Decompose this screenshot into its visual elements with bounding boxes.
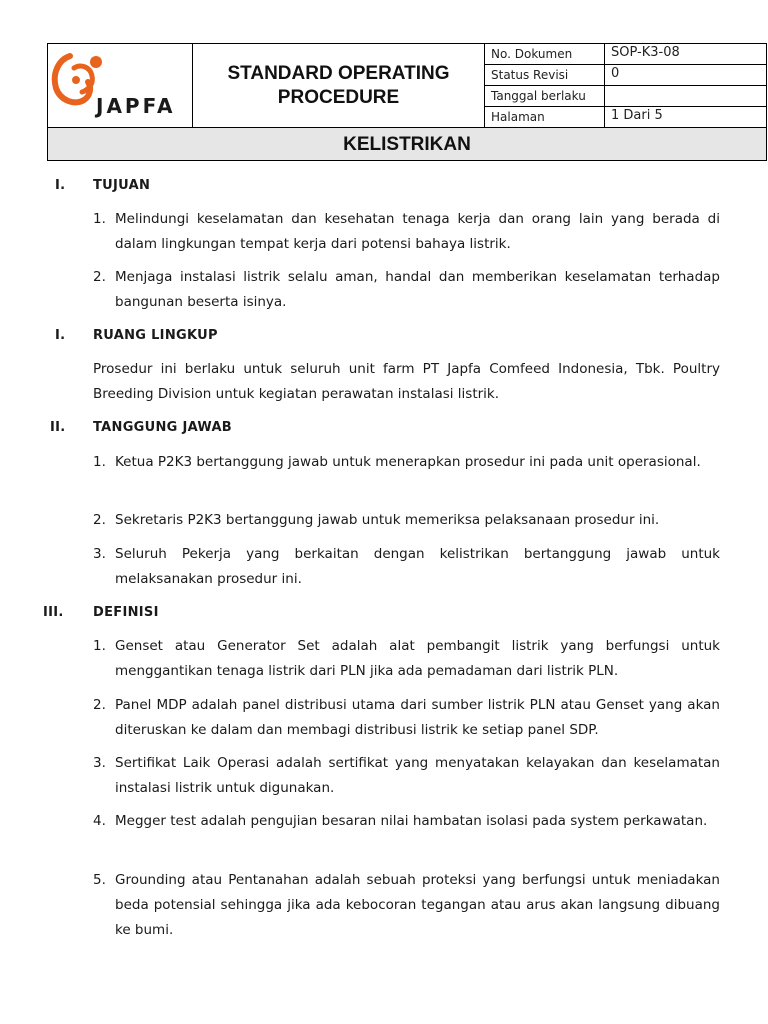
list-number: 5. <box>93 872 106 888</box>
section-number: I. <box>55 328 66 343</box>
list-text: Panel MDP adalah panel distribusi utama dari sumber listrik PLN atau Genset yang akan diteruskan ke dalam dan membagi distribusi listrik ke setiap panel SDP. <box>115 697 720 738</box>
list-text: Ketua P2K3 bertanggung jawab untuk menerapkan prosedur ini pada unit operasional. <box>115 454 701 470</box>
list-item <box>93 751 720 801</box>
meta-row-doc-number <box>485 44 766 65</box>
list-text: Sekretaris P2K3 bertanggung jawab untuk memeriksa pelaksanaan prosedur ini. <box>115 512 660 528</box>
section-number: II. <box>50 420 66 435</box>
list-number: 3. <box>93 546 106 562</box>
meta-row-revision <box>485 65 766 86</box>
meta-value <box>605 86 766 106</box>
meta-row-effective-date <box>485 86 766 107</box>
list-number: 3. <box>93 755 106 771</box>
list-text: Melindungi keselamatan dan kesehatan tenaga kerja dan orang lain yang berada di dalam lingkungan tempat kerja dari potensi bahaya listrik. <box>115 211 720 252</box>
meta-value: 1 Dari 5 <box>611 108 663 123</box>
list-item <box>93 450 720 500</box>
list-item <box>93 693 720 743</box>
list-text: Seluruh Pekerja yang berkaitan dengan kelistrikan bertanggung jawab untuk melaksanakan prosedur ini. <box>115 546 720 587</box>
list-number: 2. <box>93 512 106 528</box>
document-meta-table <box>485 44 766 127</box>
list-text: Grounding atau Pentanahan adalah sebuah proteksi yang berfungsi untuk meniadakan beda potensial sehingga jika ada kebocoran tegangan atau arus akan langsung dibuang ke bumi. <box>115 872 720 938</box>
list-item <box>93 508 720 533</box>
list-text: Megger test adalah pengujian besaran nilai hambatan isolasi pada system perkawatan. <box>115 813 708 829</box>
scope-paragraph: Prosedur ini berlaku untuk seluruh unit farm PT Japfa Comfeed Indonesia, Tbk. Poultry Breeding Division untuk kegiatan perawatan instalasi listrik. <box>93 361 720 402</box>
list-text: Sertifikat Laik Operasi adalah sertifikat yang menyatakan kelayakan dan keselamatan instalasi listrik untuk digunakan. <box>115 755 720 796</box>
list-item <box>93 265 720 315</box>
logo-cell <box>48 44 193 127</box>
list-item <box>93 868 720 943</box>
meta-label: Tanggal berlaku <box>485 86 605 106</box>
list-number: 1. <box>93 454 106 470</box>
title-line-2: PROCEDURE <box>277 86 400 108</box>
section-title: TUJUAN <box>93 178 151 193</box>
list-item <box>93 809 720 859</box>
list-item <box>93 542 720 592</box>
section-title: DEFINISI <box>93 605 159 620</box>
section-number: III. <box>43 605 64 620</box>
brand-name: JAPFA <box>96 94 176 118</box>
list-item <box>93 207 720 257</box>
title-line-1: STANDARD OPERATING <box>227 62 450 84</box>
meta-value: SOP-K3-08 <box>611 45 680 60</box>
meta-label: Status Revisi <box>485 65 605 85</box>
meta-row-page <box>485 107 766 127</box>
list-item <box>93 634 720 684</box>
subject-title: KELISTRIKAN <box>48 127 766 160</box>
list-number: 1. <box>93 211 106 227</box>
list-number: 2. <box>93 697 106 713</box>
document-header <box>47 43 767 161</box>
document-type-title <box>193 44 485 127</box>
list-text: Genset atau Generator Set adalah alat pembangit listrik yang berfungsi untuk menggantikan tenaga listrik dari PLN jika ada pemadaman dari listrik PLN. <box>115 638 720 679</box>
list-number: 4. <box>93 813 106 829</box>
list-number: 1. <box>93 638 106 654</box>
section-title: RUANG LINGKUP <box>93 328 218 343</box>
meta-label: Halaman <box>485 107 605 127</box>
meta-value: 0 <box>611 66 620 81</box>
section-title: TANGGUNG JAWAB <box>93 420 233 435</box>
section-number: I. <box>55 178 66 193</box>
list-number: 2. <box>93 269 106 285</box>
list-text: Menjaga instalasi listrik selalu aman, handal dan memberikan keselamatan terhadap bangunan beserta isinya. <box>115 269 720 310</box>
meta-label: No. Dokumen <box>485 44 605 64</box>
